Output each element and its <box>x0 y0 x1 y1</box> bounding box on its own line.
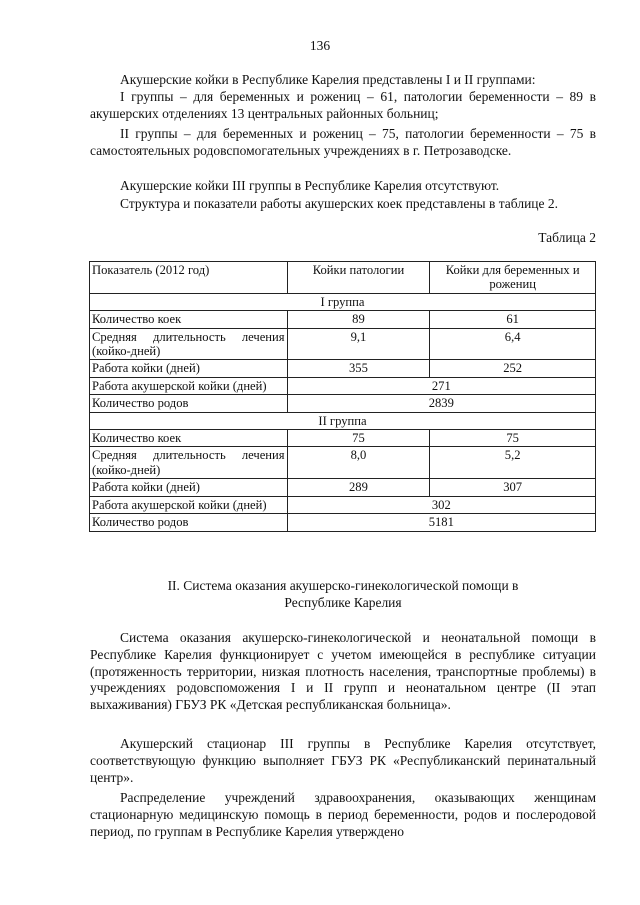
table-row <box>90 377 596 394</box>
pathology-value: 355 <box>287 360 430 377</box>
header-indicator: Показатель (2012 год) <box>90 262 288 294</box>
table-caption: Таблица 2 <box>538 230 596 245</box>
header-pathology-beds: Койки патологии <box>287 262 430 294</box>
intro-paragraph-4: Акушерские койки III группы в Республике Карелия отсутствуют. <box>120 178 500 193</box>
pregnant-value: 75 <box>430 430 596 447</box>
births-value: 2839 <box>287 395 595 412</box>
row-label: Средняя длительность лечения (койко-дней) <box>90 447 288 479</box>
table-row <box>90 514 596 531</box>
group-1-title: I группа <box>90 293 596 310</box>
section-heading <box>90 577 596 611</box>
table-row <box>90 311 596 328</box>
group-row <box>90 293 596 310</box>
section-heading-line-1: II. Система оказания акушерско-гинекологической помощи в <box>167 578 519 593</box>
group-2-title: II группа <box>90 412 596 429</box>
pathology-value: 289 <box>287 479 430 496</box>
pathology-value: 8,0 <box>287 447 430 479</box>
row-label: Количество коек <box>90 311 288 328</box>
pregnant-value: 307 <box>430 479 596 496</box>
pregnant-value: 5,2 <box>430 447 596 479</box>
table-row <box>90 360 596 377</box>
intro-paragraph-3: II группы – для беременных и рожениц – 75, патологии беременности – 75 в самостоятельных родовспомогательных учреждениях в г. Петрозаводске. <box>90 126 596 158</box>
table-row <box>90 479 596 496</box>
table-row <box>90 430 596 447</box>
pathology-value: 75 <box>287 430 430 447</box>
row-label: Работа койки (дней) <box>90 479 288 496</box>
section-heading-line-2: Республике Карелия <box>284 595 402 610</box>
intro-paragraph-2: I группы – для беременных и рожениц – 61, патологии беременности – 89 в акушерских отделениях 13 центральных районных больниц; <box>90 89 596 121</box>
bed-work-value: 302 <box>287 496 595 513</box>
body-paragraph-3: Распределение учреждений здравоохранения, оказывающих женщинам стационарную медицинскую помощь в период беременности, родов и послеродовой период, по группам в Республике Карелия утверждено <box>90 790 596 839</box>
births-value: 5181 <box>287 514 595 531</box>
table-header-row <box>90 262 596 294</box>
row-label: Работа акушерской койки (дней) <box>90 496 288 513</box>
bed-work-value: 271 <box>287 377 595 394</box>
table-row <box>90 328 596 360</box>
obstetric-beds-table <box>89 261 596 532</box>
body-paragraph-1: Система оказания акушерско-гинекологической и неонатальной помощи в Республике Карелия функционирует с учетом имеющейся в республике ситуации (протяженность территории, низкая плотность населения, транспортные проблемы) в учреждениях родовспоможения I и II групп и неонатальном центре (II этап выхаживания) ГБУЗ РК «Детская республиканская больница». <box>90 630 596 713</box>
pathology-value: 89 <box>287 311 430 328</box>
row-label: Количество коек <box>90 430 288 447</box>
header-pregnant-beds: Койки для беременных и рожениц <box>430 262 596 294</box>
body-paragraph-2: Акушерский стационар III группы в Республике Карелия отсутствует, соответствующую функцию выполняет ГБУЗ РК «Республиканский перинатальный центр». <box>90 736 596 785</box>
group-row <box>90 412 596 429</box>
row-label: Количество родов <box>90 395 288 412</box>
table-row <box>90 447 596 479</box>
row-label: Средняя длительность лечения (койко-дней) <box>90 328 288 360</box>
pathology-value: 9,1 <box>287 328 430 360</box>
pregnant-value: 6,4 <box>430 328 596 360</box>
page-number: 136 <box>309 38 331 53</box>
table-row <box>90 395 596 412</box>
row-label: Работа койки (дней) <box>90 360 288 377</box>
row-label: Работа акушерской койки (дней) <box>90 377 288 394</box>
pregnant-value: 61 <box>430 311 596 328</box>
intro-paragraph-1: Акушерские койки в Республике Карелия представлены I и II группами: <box>120 72 536 87</box>
intro-paragraph-5: Структура и показатели работы акушерских коек представлены в таблице 2. <box>120 196 559 211</box>
pregnant-value: 252 <box>430 360 596 377</box>
table-row <box>90 496 596 513</box>
row-label: Количество родов <box>90 514 288 531</box>
